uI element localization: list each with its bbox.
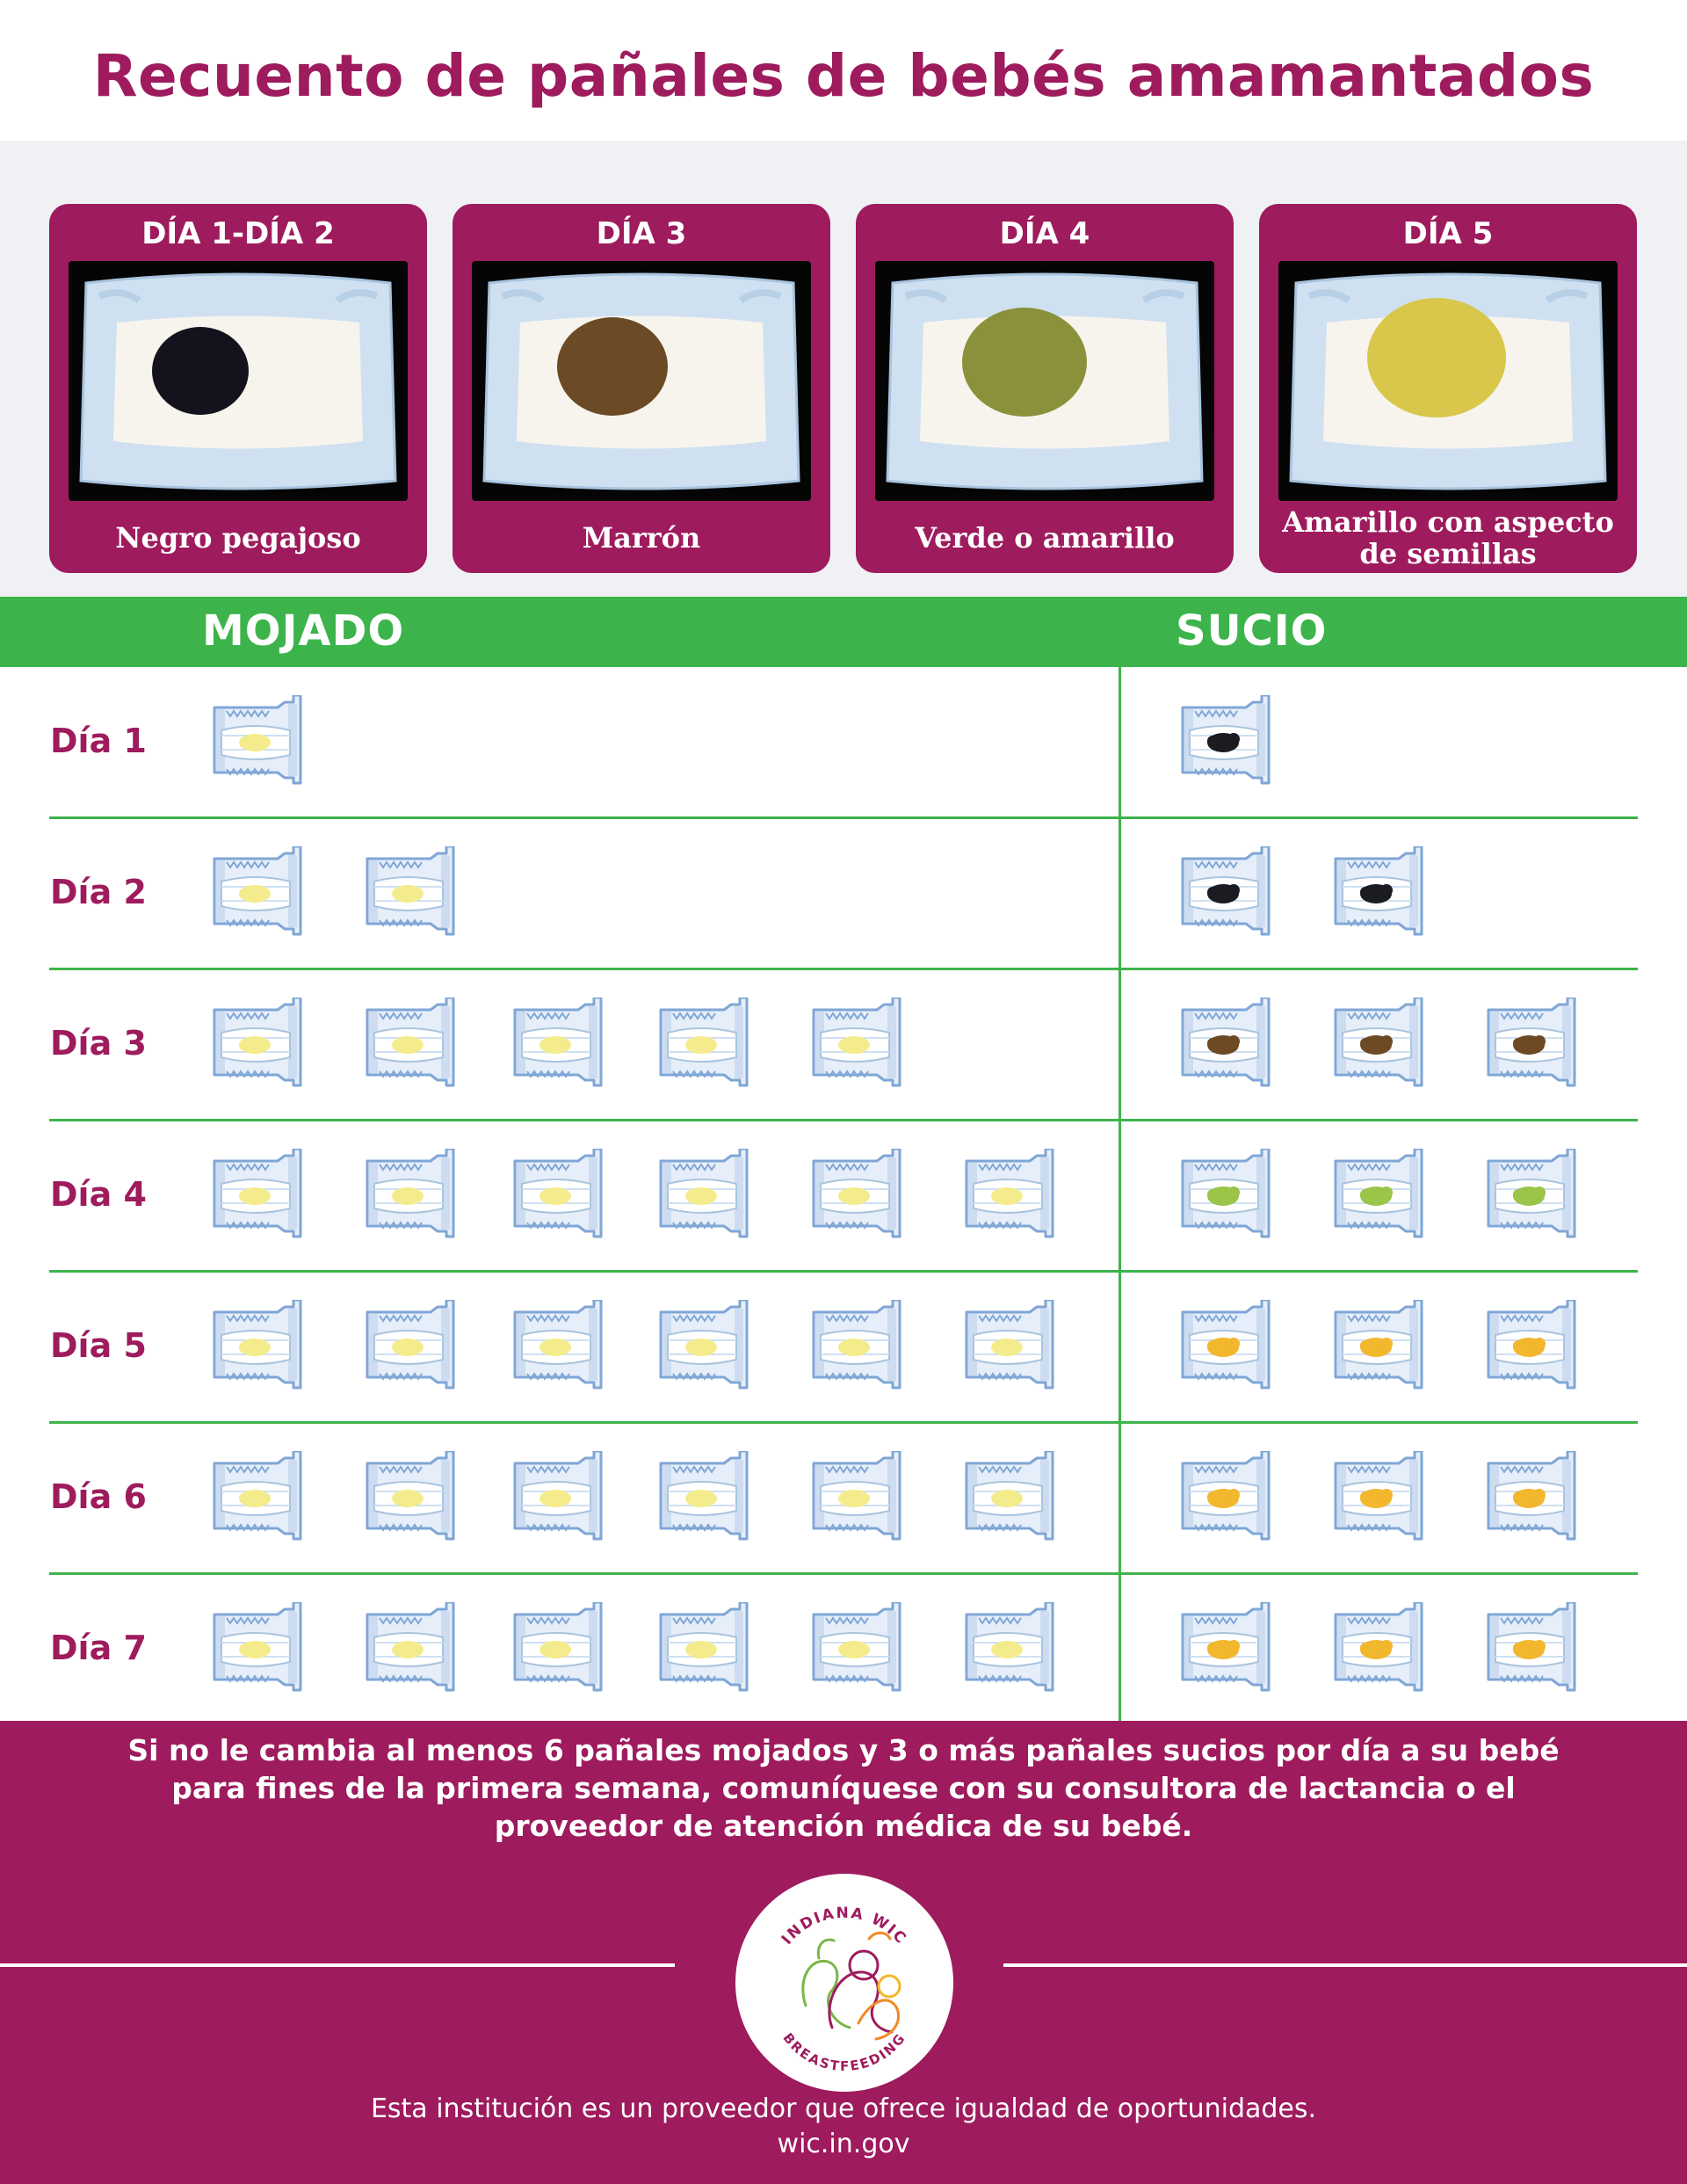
wet-diaper-icon xyxy=(961,1149,1058,1244)
card-day5 xyxy=(1259,204,1637,573)
wet-diaper-icon xyxy=(510,998,606,1092)
dirty-diaper-icon xyxy=(1330,998,1427,1092)
diaper-photo xyxy=(472,261,811,501)
wet-diaper-icon xyxy=(209,1602,306,1697)
card-day3 xyxy=(453,204,830,573)
column-divider xyxy=(1119,667,1121,1721)
wet-diaper-icon xyxy=(808,1149,905,1244)
diaper-photo xyxy=(1278,261,1618,501)
day-label: Día 1 xyxy=(50,722,147,760)
wet-diaper-icon xyxy=(362,1300,459,1395)
wet-diaper-icon xyxy=(362,1602,459,1697)
wet-diaper-icon xyxy=(209,1149,306,1244)
row-divider xyxy=(49,1270,1638,1273)
diaper-photo xyxy=(875,261,1214,501)
page-title: Recuento de pañales de bebés amamantados xyxy=(92,42,1595,110)
wet-diaper-icon xyxy=(961,1602,1058,1697)
wet-diaper-icon xyxy=(655,1149,752,1244)
wet-diaper-icon xyxy=(510,1451,606,1546)
day-label: Día 6 xyxy=(50,1477,147,1516)
card-title: DÍA 3 xyxy=(596,216,687,251)
dirty-header: SUCIO xyxy=(1176,606,1328,656)
dirty-diaper-icon xyxy=(1177,1149,1274,1244)
row-divider xyxy=(49,1421,1638,1424)
card-caption: Marrón xyxy=(582,521,701,555)
wet-diaper-icon xyxy=(362,1149,459,1244)
dirty-diaper-icon xyxy=(1483,998,1580,1092)
dirty-diaper-icon xyxy=(1330,1451,1427,1546)
wet-diaper-icon xyxy=(808,1300,905,1395)
dirty-diaper-icon xyxy=(1177,846,1274,941)
dirty-diaper-icon xyxy=(1177,998,1274,1092)
day-label: Día 3 xyxy=(50,1024,147,1063)
footer-message: Si no le cambia al menos 6 pañales mojados y 3 o más pañales sucios por día a su bebé para fines de la primera semana, comuníquese con su consultora de lactancia o el proveedor de atención médica de su bebé. xyxy=(127,1733,1560,1843)
row-divider xyxy=(49,968,1638,970)
svg-text:INDIANA WIC xyxy=(778,1905,910,1948)
dirty-diaper-icon xyxy=(1330,1300,1427,1395)
dirty-diaper-icon xyxy=(1177,695,1274,790)
card-caption: Negro pegajoso xyxy=(115,521,361,555)
wet-diaper-icon xyxy=(655,998,752,1092)
dirty-diaper-icon xyxy=(1483,1451,1580,1546)
row-divider xyxy=(49,1572,1638,1575)
card-caption: Amarillo con aspecto de semillas xyxy=(1282,505,1614,570)
dirty-diaper-icon xyxy=(1177,1300,1274,1395)
wet-diaper-icon xyxy=(808,1451,905,1546)
day-label: Día 2 xyxy=(50,873,147,911)
wet-diaper-icon xyxy=(808,998,905,1092)
wet-diaper-icon xyxy=(362,846,459,941)
wet-diaper-icon xyxy=(655,1602,752,1697)
dirty-diaper-icon xyxy=(1483,1300,1580,1395)
wet-diaper-icon xyxy=(362,1451,459,1546)
dirty-diaper-icon xyxy=(1483,1602,1580,1697)
dirty-diaper-icon xyxy=(1330,1602,1427,1697)
wet-diaper-icon xyxy=(510,1300,606,1395)
wet-diaper-icon xyxy=(655,1300,752,1395)
footer-divider-left xyxy=(0,1963,675,1967)
footer-divider-right xyxy=(1003,1963,1687,1967)
row-divider xyxy=(49,816,1638,819)
wet-diaper-icon xyxy=(209,1300,306,1395)
equal-opportunity-text: Esta institución es un proveedor que ofrece igualdad de oportunidades. xyxy=(370,2093,1317,2124)
svg-text:BREASTFEEDING xyxy=(780,2030,909,2074)
wave-divider xyxy=(0,132,1687,176)
wet-diaper-icon xyxy=(961,1300,1058,1395)
wet-diaper-icon xyxy=(510,1602,606,1697)
card-day1-2 xyxy=(49,204,427,573)
dirty-diaper-icon xyxy=(1330,1149,1427,1244)
day-label: Día 5 xyxy=(50,1326,147,1365)
dirty-diaper-icon xyxy=(1177,1602,1274,1697)
wet-header: MOJADO xyxy=(202,606,405,656)
wet-diaper-icon xyxy=(655,1451,752,1546)
wet-diaper-icon xyxy=(510,1149,606,1244)
wet-diaper-icon xyxy=(362,998,459,1092)
logo-top-text: INDIANA WIC xyxy=(778,1904,911,1948)
wet-diaper-icon xyxy=(808,1602,905,1697)
card-title: DÍA 4 xyxy=(999,216,1090,251)
dirty-diaper-icon xyxy=(1483,1149,1580,1244)
dirty-diaper-icon xyxy=(1330,846,1427,941)
website-link[interactable]: wic.in.gov xyxy=(777,2129,910,2159)
card-caption: Verde o amarillo xyxy=(915,521,1175,555)
diaper-photo xyxy=(69,261,408,501)
wet-diaper-icon xyxy=(209,998,306,1092)
indiana-wic-logo xyxy=(735,1874,953,2092)
card-title: DÍA 1-DÍA 2 xyxy=(141,216,335,251)
wet-diaper-icon xyxy=(209,1451,306,1546)
dirty-diaper-icon xyxy=(1177,1451,1274,1546)
logo-bottom-text: BREASTFEEDING xyxy=(779,2029,909,2075)
card-title: DÍA 5 xyxy=(1402,216,1494,251)
wet-diaper-icon xyxy=(209,846,306,941)
row-divider xyxy=(49,1119,1638,1121)
day-label: Día 4 xyxy=(50,1175,147,1214)
wet-diaper-icon xyxy=(209,695,306,790)
card-day4 xyxy=(856,204,1234,573)
wet-diaper-icon xyxy=(961,1451,1058,1546)
day-label: Día 7 xyxy=(50,1629,147,1667)
